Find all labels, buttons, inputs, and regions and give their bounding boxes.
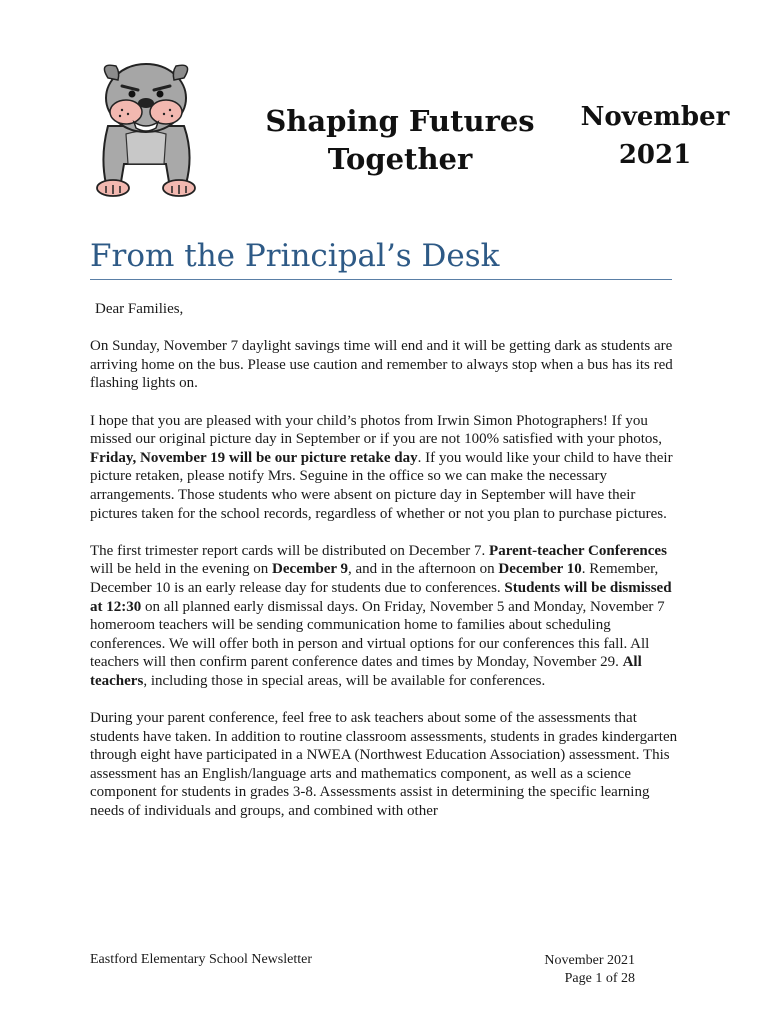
title-line-2: Together xyxy=(327,142,473,176)
paragraph-conferences xyxy=(90,542,678,691)
newsletter-title xyxy=(250,102,550,178)
bold-text-run: December 9 xyxy=(272,561,348,578)
letter-body xyxy=(90,300,678,839)
issue-year: 2021 xyxy=(618,140,692,170)
salutation: Dear Families, xyxy=(95,301,184,317)
text-run: , including those in special areas, will be available for conferences. xyxy=(143,672,546,689)
bold-text-run: Students will be dismissed at 12:30 xyxy=(90,579,672,615)
bold-text-run: December 10 xyxy=(498,561,582,578)
footer-date-page xyxy=(505,952,635,988)
bold-text-run: Friday, November 19 will be our picture retake day xyxy=(90,449,418,466)
title-line-1: Shaping Futures xyxy=(265,104,535,138)
footer-date: November 2021 xyxy=(544,953,635,968)
section-divider xyxy=(90,279,672,280)
text-run: The first trimester report cards will be distributed on December 7. xyxy=(90,542,490,559)
text-run: . Remember, December 10 is an early release day for students due to conferences. xyxy=(90,561,659,596)
section-heading: From the Principal’s Desk xyxy=(90,238,500,274)
text-run: , and in the afternoon on xyxy=(347,561,499,578)
paragraph-daylight-savings: On Sunday, November 7 daylight savings time will end and it will be getting dark as students are arriving home on the bus. Please use caution and remember to always stop when a bus has its red flashing lights on. xyxy=(90,338,673,392)
page-number: Page 1 of 28 xyxy=(564,971,635,986)
text-run: I hope that you are pleased with your child’s photos from Irwin Simon Photographers! If you missed our original picture day in September or if you are not 100% satisfied with your photos, xyxy=(90,412,662,448)
paragraph-picture-retake xyxy=(90,412,678,524)
text-run: on all planned early dismissal days. On Friday, November 5 and Monday, November 7 homeroom teachers will be sending communication home to families about scheduling conferences. We will offer both in person and virtual options for our conferences this fall. All teachers will then confirm parent conference dates and times by Monday, November 29. xyxy=(90,598,665,671)
paragraph-assessments: During your parent conference, feel free to ask teachers about some of the assessments that students have taken. In addition to routine classroom assessments, students in grades kindergarten through eight have participated in a NWEA (Northwest Education Association) assessment. This assessment has an English/language arts and mathematics component, as well as a science component for students in grades 3-8. Assessments assist in determining the specific learning needs of individuals and groups, and combined with other xyxy=(90,710,678,820)
bold-text-run: Parent-teacher Conferences xyxy=(489,542,667,559)
footer-newsletter-name: Eastford Elementary School Newsletter xyxy=(90,952,312,967)
bulldog-mascot-icon xyxy=(86,56,206,201)
issue-date xyxy=(570,98,740,174)
issue-month: November xyxy=(580,102,730,132)
text-run: will be held in the evening on xyxy=(90,561,273,578)
text-run: . If you would like your child to have their picture retaken, please notify Mrs. Seguine in the office so we can make the necessary arrangements. Those students who were absent on picture day in September will have their pictures taken for the school records, regardless of whether or not you plan to purchase pictures. xyxy=(90,449,673,522)
bold-text-run: All teachers xyxy=(90,654,642,689)
